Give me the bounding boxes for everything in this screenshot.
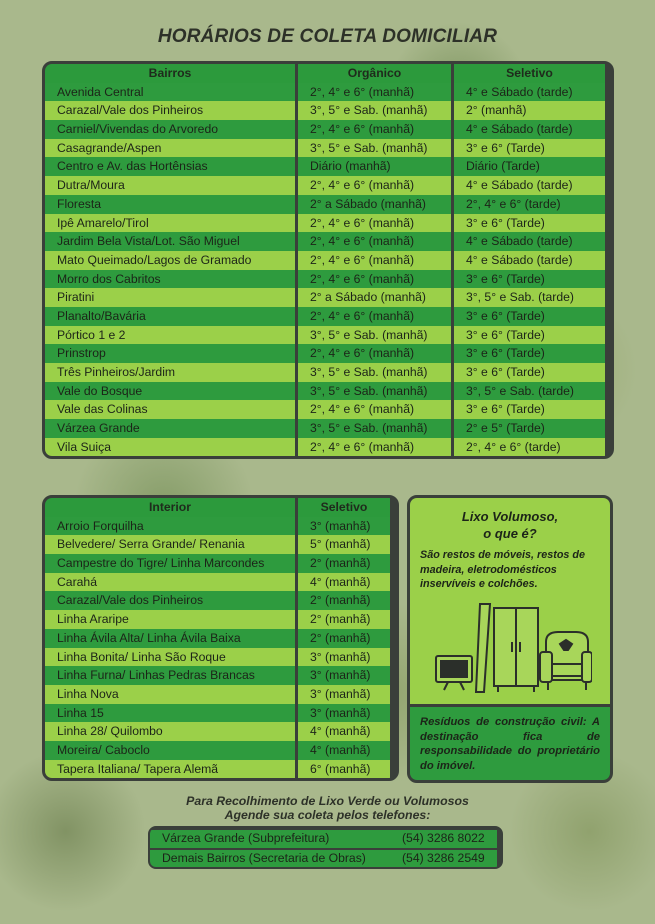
bairro-cell: Dutra/Moura bbox=[45, 176, 298, 195]
table-row bbox=[45, 120, 611, 139]
table-row bbox=[45, 139, 611, 158]
interior-cell: Tapera Italiana/ Tapera Alemã bbox=[45, 760, 298, 779]
table-row bbox=[45, 101, 611, 120]
seletivo-cell: 2° e 5° (Tarde) bbox=[454, 419, 605, 438]
interior-cell: Linha Araripe bbox=[45, 610, 298, 629]
header-seletivo: Seletivo bbox=[298, 498, 390, 517]
table-row bbox=[45, 610, 396, 629]
seletivo-cell: 4° e Sábado (tarde) bbox=[454, 251, 605, 270]
table-row bbox=[45, 214, 611, 233]
organico-cell: 3°, 5° e Sab. (manhã) bbox=[298, 382, 454, 401]
panel-description: São restos de móveis, restos de madeira, eletrodomésticos inservíveis e colchões. bbox=[420, 549, 586, 590]
table-row bbox=[45, 307, 611, 326]
furniture-illustration bbox=[432, 598, 592, 694]
table-row bbox=[45, 666, 396, 685]
bairro-cell: Floresta bbox=[45, 195, 298, 214]
seletivo-cell: 4° (manhã) bbox=[298, 722, 390, 741]
table-row bbox=[45, 573, 396, 592]
header-organico: Orgânico bbox=[298, 64, 454, 83]
seletivo-cell: 3° e 6° (Tarde) bbox=[454, 139, 605, 158]
bairro-cell: Prinstrop bbox=[45, 344, 298, 363]
organico-cell: 3°, 5° e Sab. (manhã) bbox=[298, 363, 454, 382]
organico-cell: 2°, 4° e 6° (manhã) bbox=[298, 176, 454, 195]
table-row bbox=[45, 251, 611, 270]
table-row bbox=[45, 382, 611, 401]
contact-place: Demais Bairros (Secretaria de Obras) bbox=[150, 850, 398, 868]
seletivo-cell: 3° e 6° (Tarde) bbox=[454, 344, 605, 363]
seletivo-cell: 3° (manhã) bbox=[298, 648, 390, 667]
seletivo-cell: 3° e 6° (Tarde) bbox=[454, 307, 605, 326]
bulky-waste-info bbox=[410, 498, 610, 704]
bairros-schedule-table bbox=[42, 61, 614, 459]
bairro-cell: Piratini bbox=[45, 288, 298, 307]
interior-cell: Carahá bbox=[45, 573, 298, 592]
bairro-cell: Ipê Amarelo/Tirol bbox=[45, 214, 298, 233]
organico-cell: 2° a Sábado (manhã) bbox=[298, 288, 454, 307]
organico-cell: 2°, 4° e 6° (manhã) bbox=[298, 214, 454, 233]
seletivo-cell: 3° e 6° (Tarde) bbox=[454, 326, 605, 345]
organico-cell: 2°, 4° e 6° (manhã) bbox=[298, 251, 454, 270]
bairro-cell: Jardim Bela Vista/Lot. São Miguel bbox=[45, 232, 298, 251]
table-row bbox=[45, 554, 396, 573]
table-header bbox=[45, 498, 396, 517]
organico-cell: 2°, 4° e 6° (manhã) bbox=[298, 120, 454, 139]
interior-cell: Linha 28/ Quilombo bbox=[45, 722, 298, 741]
seletivo-cell: 2° (manhã) bbox=[454, 101, 605, 120]
seletivo-cell: 4° e Sábado (tarde) bbox=[454, 232, 605, 251]
bairro-cell: Vale do Bosque bbox=[45, 382, 298, 401]
contact-phone: (54) 3286 8022 bbox=[398, 830, 497, 848]
bairro-cell: Planalto/Bavária bbox=[45, 307, 298, 326]
seletivo-cell: 3° (manhã) bbox=[298, 704, 390, 723]
interior-cell: Linha Bonita/ Linha São Roque bbox=[45, 648, 298, 667]
bairro-cell: Três Pinheiros/Jardim bbox=[45, 363, 298, 382]
contact-phone: (54) 3286 2549 bbox=[398, 850, 497, 868]
bairro-cell: Casagrande/Aspen bbox=[45, 139, 298, 158]
interior-cell: Carazal/Vale dos Pinheiros bbox=[45, 591, 298, 610]
seletivo-cell: 2° (manhã) bbox=[298, 591, 390, 610]
interior-cell: Campestre do Tigre/ Linha Marcondes bbox=[45, 554, 298, 573]
panel-title-line1: Lixo Volumoso, bbox=[461, 509, 559, 524]
bairro-cell: Vale das Colinas bbox=[45, 400, 298, 419]
seletivo-cell: 3° e 6° (Tarde) bbox=[454, 270, 605, 289]
contact-row bbox=[150, 850, 501, 868]
seletivo-cell: 6° (manhã) bbox=[298, 760, 390, 779]
seletivo-cell: 3° e 6° (Tarde) bbox=[454, 214, 605, 233]
seletivo-cell: 2°, 4° e 6° (tarde) bbox=[454, 195, 605, 214]
interior-cell: Linha 15 bbox=[45, 704, 298, 723]
interior-cell: Linha Ávila Alta/ Linha Ávila Baixa bbox=[45, 629, 298, 648]
organico-cell: 3°, 5° e Sab. (manhã) bbox=[298, 419, 454, 438]
seletivo-cell: 4° e Sábado (tarde) bbox=[454, 120, 605, 139]
bairro-cell: Avenida Central bbox=[45, 83, 298, 102]
organico-cell: 2° a Sábado (manhã) bbox=[298, 195, 454, 214]
contact-place: Várzea Grande (Subprefeitura) bbox=[150, 830, 398, 848]
table-row bbox=[45, 685, 396, 704]
interior-cell: Moreira/ Caboclo bbox=[45, 741, 298, 760]
table-row bbox=[45, 704, 396, 723]
contacts-table bbox=[148, 826, 503, 869]
interior-cell: Arroio Forquilha bbox=[45, 517, 298, 536]
seletivo-cell: 4° (manhã) bbox=[298, 573, 390, 592]
footer-line2: Agende sua coleta pelos telefones: bbox=[224, 808, 431, 822]
table-row bbox=[45, 741, 396, 760]
interior-cell: Belvedere/ Serra Grande/ Renania bbox=[45, 535, 298, 554]
seletivo-cell: 3°, 5° e Sab. (tarde) bbox=[454, 382, 605, 401]
organico-cell: 2°, 4° e 6° (manhã) bbox=[298, 400, 454, 419]
panel-title bbox=[410, 498, 610, 542]
seletivo-cell: 2° (manhã) bbox=[298, 629, 390, 648]
table-header bbox=[45, 64, 611, 83]
table-row bbox=[45, 535, 396, 554]
table-row bbox=[45, 591, 396, 610]
seletivo-cell: 3° e 6° (Tarde) bbox=[454, 363, 605, 382]
organico-cell: 2°, 4° e 6° (manhã) bbox=[298, 232, 454, 251]
seletivo-cell: 3° e 6° (Tarde) bbox=[454, 400, 605, 419]
organico-cell: Diário (manhã) bbox=[298, 157, 454, 176]
table-row bbox=[45, 400, 611, 419]
bairro-cell: Vila Suiça bbox=[45, 438, 298, 457]
panel-title-line2: o que é? bbox=[483, 526, 537, 541]
seletivo-cell: 3° (manhã) bbox=[298, 685, 390, 704]
seletivo-cell: 4° e Sábado (tarde) bbox=[454, 83, 605, 102]
table-row bbox=[45, 270, 611, 289]
seletivo-cell: 2°, 4° e 6° (tarde) bbox=[454, 438, 605, 457]
interior-cell: Linha Nova bbox=[45, 685, 298, 704]
header-seletivo: Seletivo bbox=[454, 64, 605, 83]
seletivo-cell: 3°, 5° e Sab. (tarde) bbox=[454, 288, 605, 307]
organico-cell: 3°, 5° e Sab. (manhã) bbox=[298, 139, 454, 158]
table-row bbox=[45, 760, 396, 779]
seletivo-cell: 3° (manhã) bbox=[298, 517, 390, 536]
interior-cell: Linha Furna/ Linhas Pedras Brancas bbox=[45, 666, 298, 685]
table-row bbox=[45, 83, 611, 102]
bairro-cell: Carniel/Vivendas do Arvoredo bbox=[45, 120, 298, 139]
table-row bbox=[45, 232, 611, 251]
organico-cell: 2°, 4° e 6° (manhã) bbox=[298, 438, 454, 457]
seletivo-cell: 3° (manhã) bbox=[298, 666, 390, 685]
organico-cell: 3°, 5° e Sab. (manhã) bbox=[298, 326, 454, 345]
organico-cell: 2°, 4° e 6° (manhã) bbox=[298, 270, 454, 289]
seletivo-cell: 4° (manhã) bbox=[298, 741, 390, 760]
table-row bbox=[45, 363, 611, 382]
construction-waste-note: Resíduos de construção civil: A destinação fica de responsabilidade do proprietário do imóvel. bbox=[410, 707, 610, 780]
bairro-cell: Morro dos Cabritos bbox=[45, 270, 298, 289]
table-row bbox=[45, 157, 611, 176]
table-row bbox=[45, 326, 611, 345]
organico-cell: 2°, 4° e 6° (manhã) bbox=[298, 344, 454, 363]
seletivo-cell: 5° (manhã) bbox=[298, 535, 390, 554]
bairro-cell: Várzea Grande bbox=[45, 419, 298, 438]
seletivo-cell: 2° (manhã) bbox=[298, 610, 390, 629]
bairro-cell: Carazal/Vale dos Pinheiros bbox=[45, 101, 298, 120]
seletivo-cell: 4° e Sábado (tarde) bbox=[454, 176, 605, 195]
table-row bbox=[45, 722, 396, 741]
table-row bbox=[45, 438, 611, 457]
organico-cell: 2°, 4° e 6° (manhã) bbox=[298, 83, 454, 102]
table-row bbox=[45, 344, 611, 363]
page-title: HORÁRIOS DE COLETA DOMICILIAR bbox=[157, 26, 498, 47]
contact-row bbox=[150, 830, 501, 848]
interior-schedule-table bbox=[42, 495, 399, 781]
table-row bbox=[45, 629, 396, 648]
bulky-waste-panel bbox=[407, 495, 613, 783]
table-row bbox=[45, 648, 396, 667]
header-interior: Interior bbox=[45, 498, 298, 517]
table-row bbox=[45, 288, 611, 307]
footer-line1: Para Recolhimento de Lixo Verde ou Volumosos bbox=[186, 794, 469, 808]
seletivo-cell: 2° (manhã) bbox=[298, 554, 390, 573]
header-bairros: Bairros bbox=[45, 64, 298, 83]
bairro-cell: Mato Queimado/Lagos de Gramado bbox=[45, 251, 298, 270]
organico-cell: 2°, 4° e 6° (manhã) bbox=[298, 307, 454, 326]
organico-cell: 3°, 5° e Sab. (manhã) bbox=[298, 101, 454, 120]
table-row bbox=[45, 176, 611, 195]
seletivo-cell: Diário (Tarde) bbox=[454, 157, 605, 176]
table-row bbox=[45, 517, 396, 536]
bairro-cell: Pórtico 1 e 2 bbox=[45, 326, 298, 345]
table-row bbox=[45, 195, 611, 214]
bairro-cell: Centro e Av. das Hortênsias bbox=[45, 157, 298, 176]
table-row bbox=[45, 419, 611, 438]
